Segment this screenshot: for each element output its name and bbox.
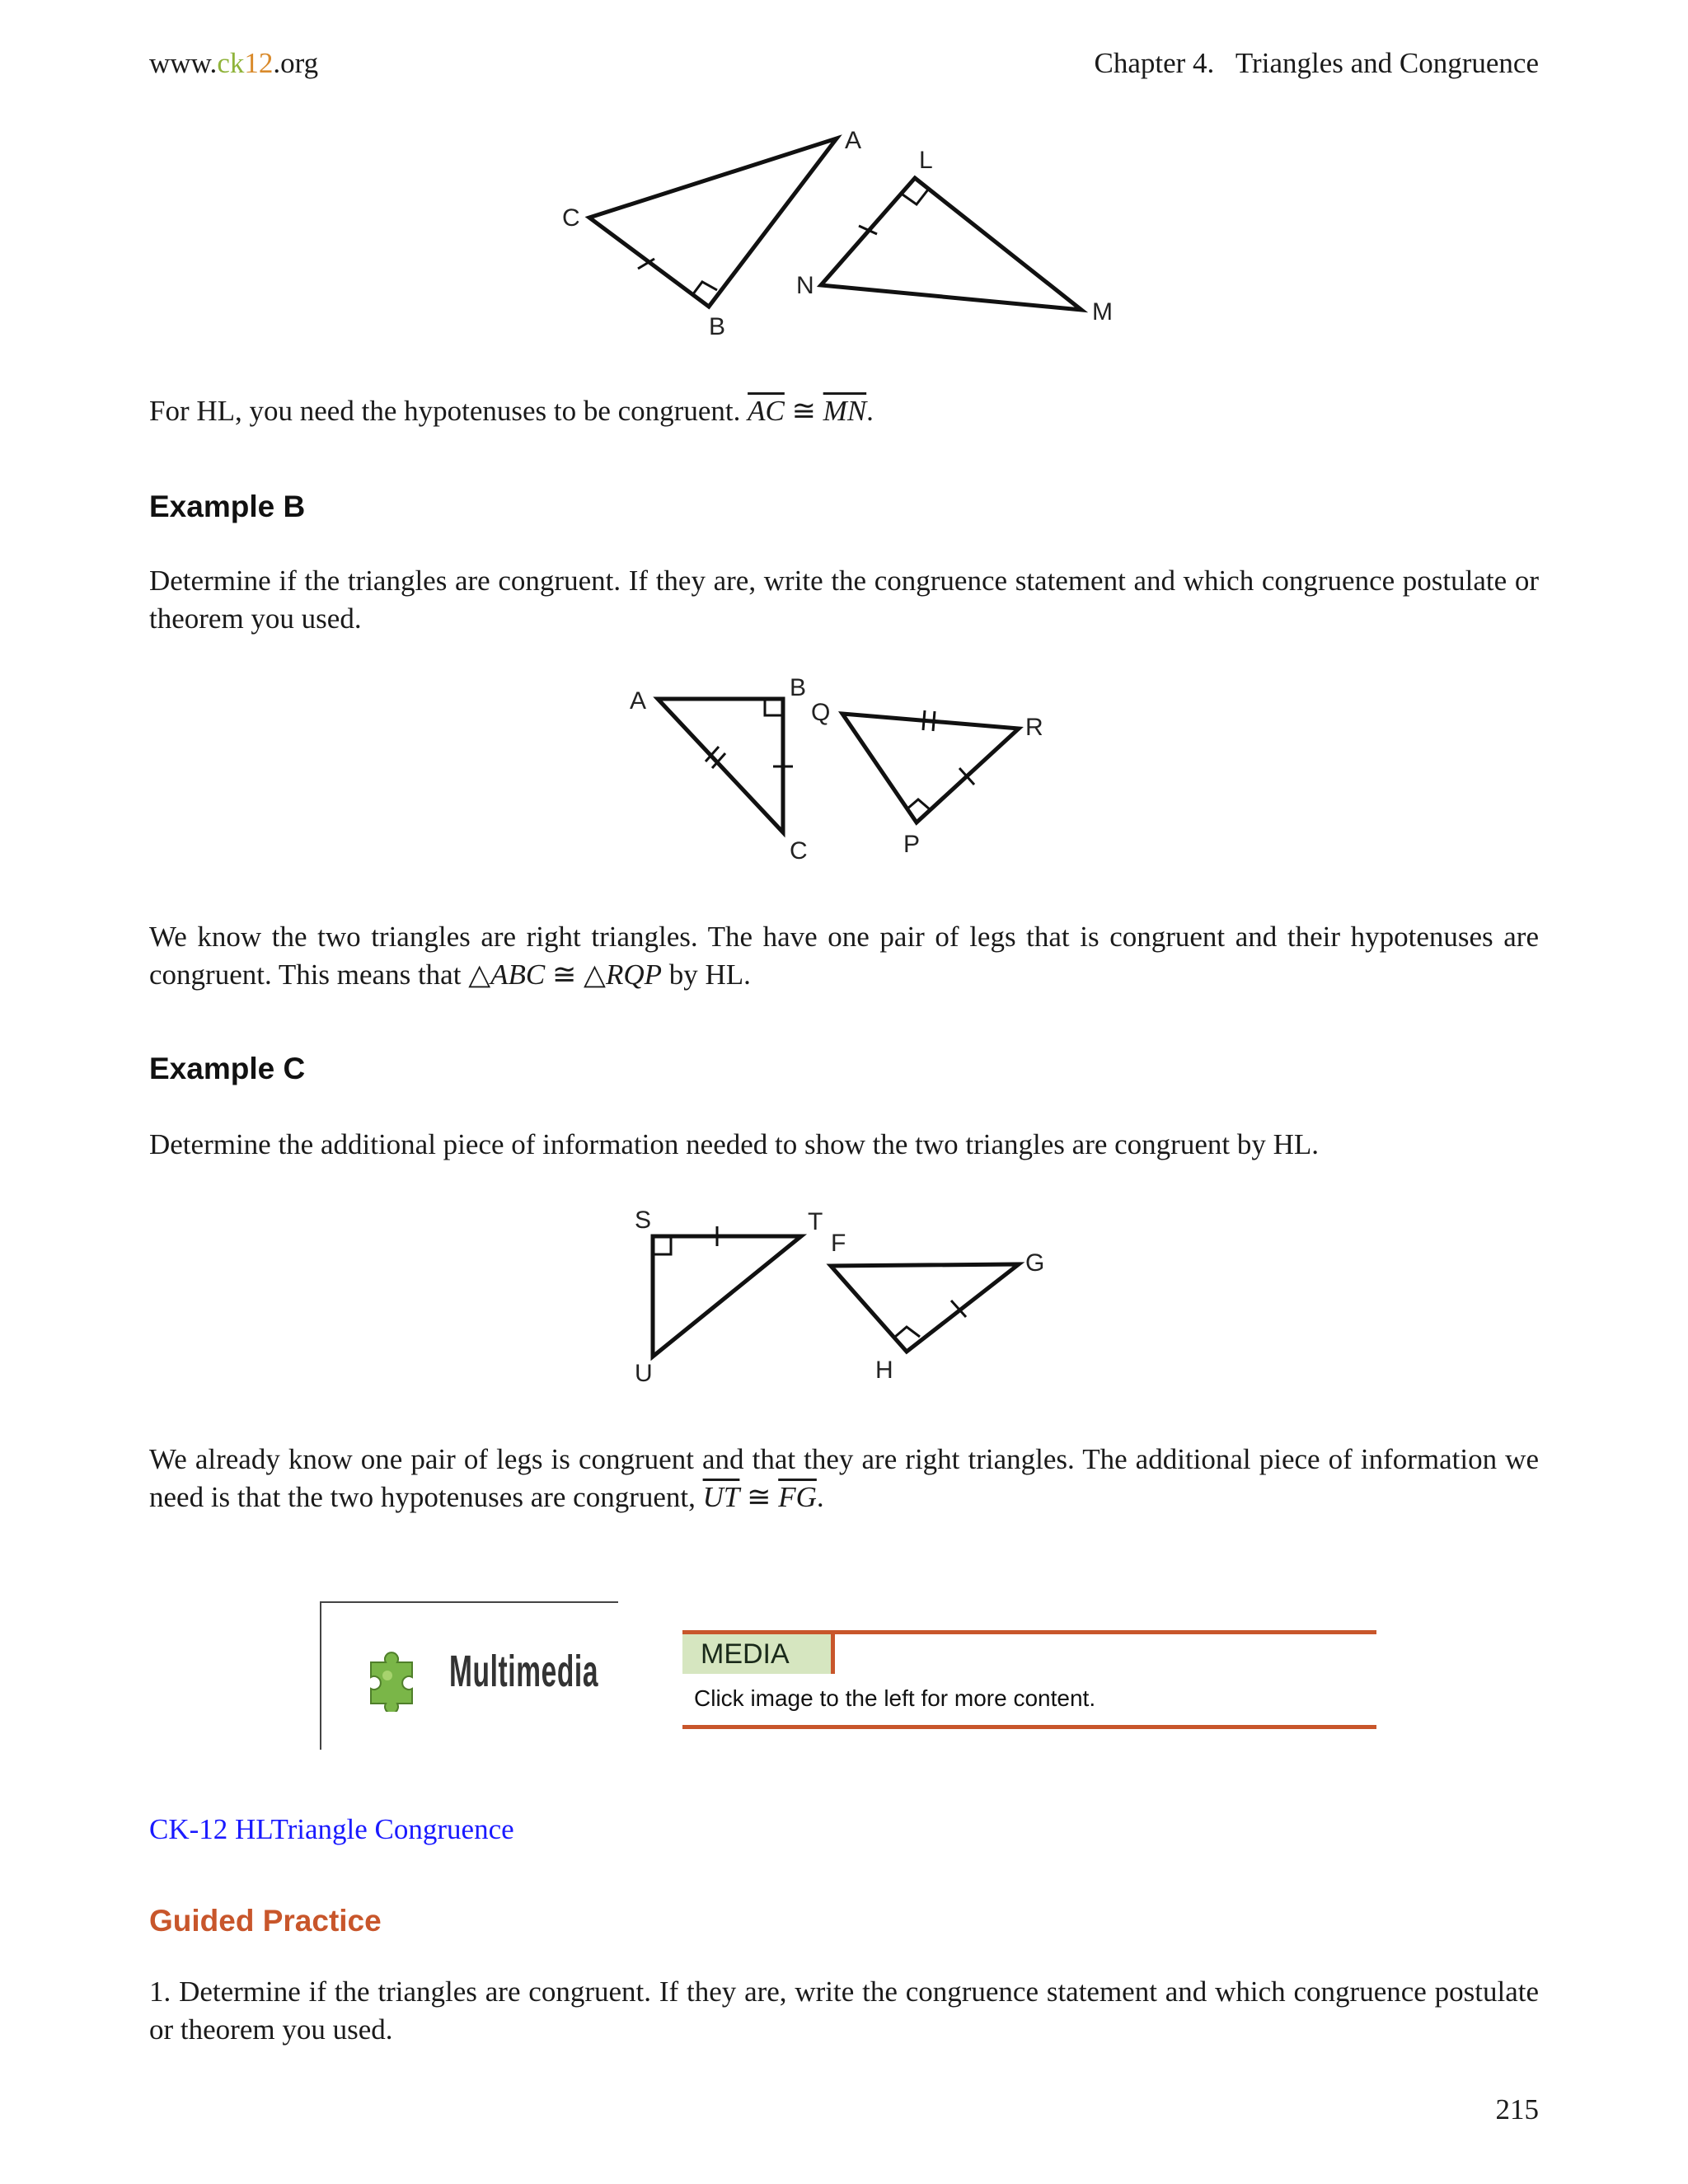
example-c-answer: We already know one pair of legs is congruent and that they are right triangles. The additional piece of information we need is that the two hypotenuses are congruent, $\overline{UT}$ ≅ $\overline{FG}$. [149, 1443, 1539, 1513]
figure-triangles-abc-rqp [610, 676, 1071, 865]
triangle-lmn [821, 178, 1081, 310]
hl-triangle-congruence-link[interactable]: CK-12 HLTriangle Congruence [149, 1813, 514, 1845]
multimedia-image[interactable] [320, 1601, 618, 1750]
segment-ac: $\overline{AC}$ [748, 395, 785, 427]
triangle-fgh [831, 1264, 1019, 1352]
media-tag: MEDIA [682, 1634, 835, 1674]
label-s: S [635, 1207, 652, 1234]
triangle-stu [653, 1236, 801, 1357]
label-p: P [903, 831, 921, 858]
guided-practice-heading: Guided Practice [149, 1904, 382, 1938]
example-c-prompt: Determine the additional piece of information needed to show the two triangles are congruent by HL. [149, 1128, 1319, 1160]
label-a: A [845, 127, 862, 154]
label-r: R [1025, 714, 1043, 741]
tick-qr-1 [923, 710, 925, 730]
triangle-rqp-symbol: △RQP [584, 958, 662, 991]
segment-mn: $\overline{MN}$ [823, 395, 867, 427]
label-u: U [635, 1360, 653, 1387]
figure-triangles-stu-fgh [610, 1203, 1071, 1401]
triangle-abc-b [658, 699, 783, 832]
right-angle-b2 [765, 699, 783, 715]
guided-practice-question-1: 1. Determine if the triangles are congruent. If they are, write the congruence statement and which congruence postulate or theorem you used. [149, 1975, 1539, 2046]
site-prefix: www. [149, 47, 218, 79]
puzzle-piece-icon [363, 1646, 429, 1712]
chapter-title: Chapter 4. Triangles and Congruence [1094, 47, 1539, 79]
label-f: F [831, 1230, 846, 1257]
label-b2: B [790, 676, 807, 701]
label-h: H [875, 1357, 893, 1384]
label-q: Q [811, 699, 831, 726]
label-a2: A [630, 687, 647, 715]
label-n: N [796, 272, 814, 299]
label-g: G [1025, 1249, 1045, 1277]
hl-hypotenuse-paragraph: For HL, you need the hypotenuses to be congruent. $\overline{AC}$ ≅ $\overline{MN}$. [149, 395, 874, 427]
label-c2: C [790, 837, 808, 865]
site-suffix: .org [273, 47, 319, 79]
example-b-answer: We know the two triangles are right triangles. The have one pair of legs that is congruent and their hypotenuses are congruent. This means that △ABC ≅ △RQP by HL. [149, 921, 1539, 991]
example-c-heading: Example C [149, 1052, 306, 1085]
segment-fg: $\overline{FG}$ [778, 1481, 817, 1513]
tick-qr-2 [933, 711, 935, 731]
triangle-rqp [842, 714, 1019, 823]
example-b-prompt: Determine if the triangles are congruent. If they are, write the congruence statement and which congruence postulate or theorem you used. [149, 565, 1539, 635]
multimedia-label: Multimedia [449, 1647, 599, 1696]
segment-ut: $\overline{UT}$ [702, 1481, 740, 1513]
page-number: 215 [1495, 2093, 1539, 2125]
label-l: L [919, 147, 933, 174]
label-t: T [808, 1208, 823, 1235]
site-ck: ck [217, 47, 245, 79]
site-12: 12 [244, 47, 274, 79]
media-note: Click image to the left for more content. [694, 1685, 1096, 1711]
media-caption [682, 1630, 1376, 1729]
right-angle-h [895, 1327, 920, 1337]
example-b-heading: Example B [149, 490, 306, 523]
site-url[interactable] [149, 47, 318, 80]
right-angle-b [692, 282, 717, 295]
label-m: M [1092, 298, 1113, 326]
right-angle-s [653, 1236, 671, 1254]
figure-triangles-abc-lmn [544, 124, 1137, 346]
right-angle-p [907, 799, 930, 809]
triangle-abc-symbol: △ABC [468, 958, 546, 991]
label-c: C [562, 204, 580, 232]
label-b: B [709, 313, 726, 340]
right-angle-l [903, 190, 928, 204]
